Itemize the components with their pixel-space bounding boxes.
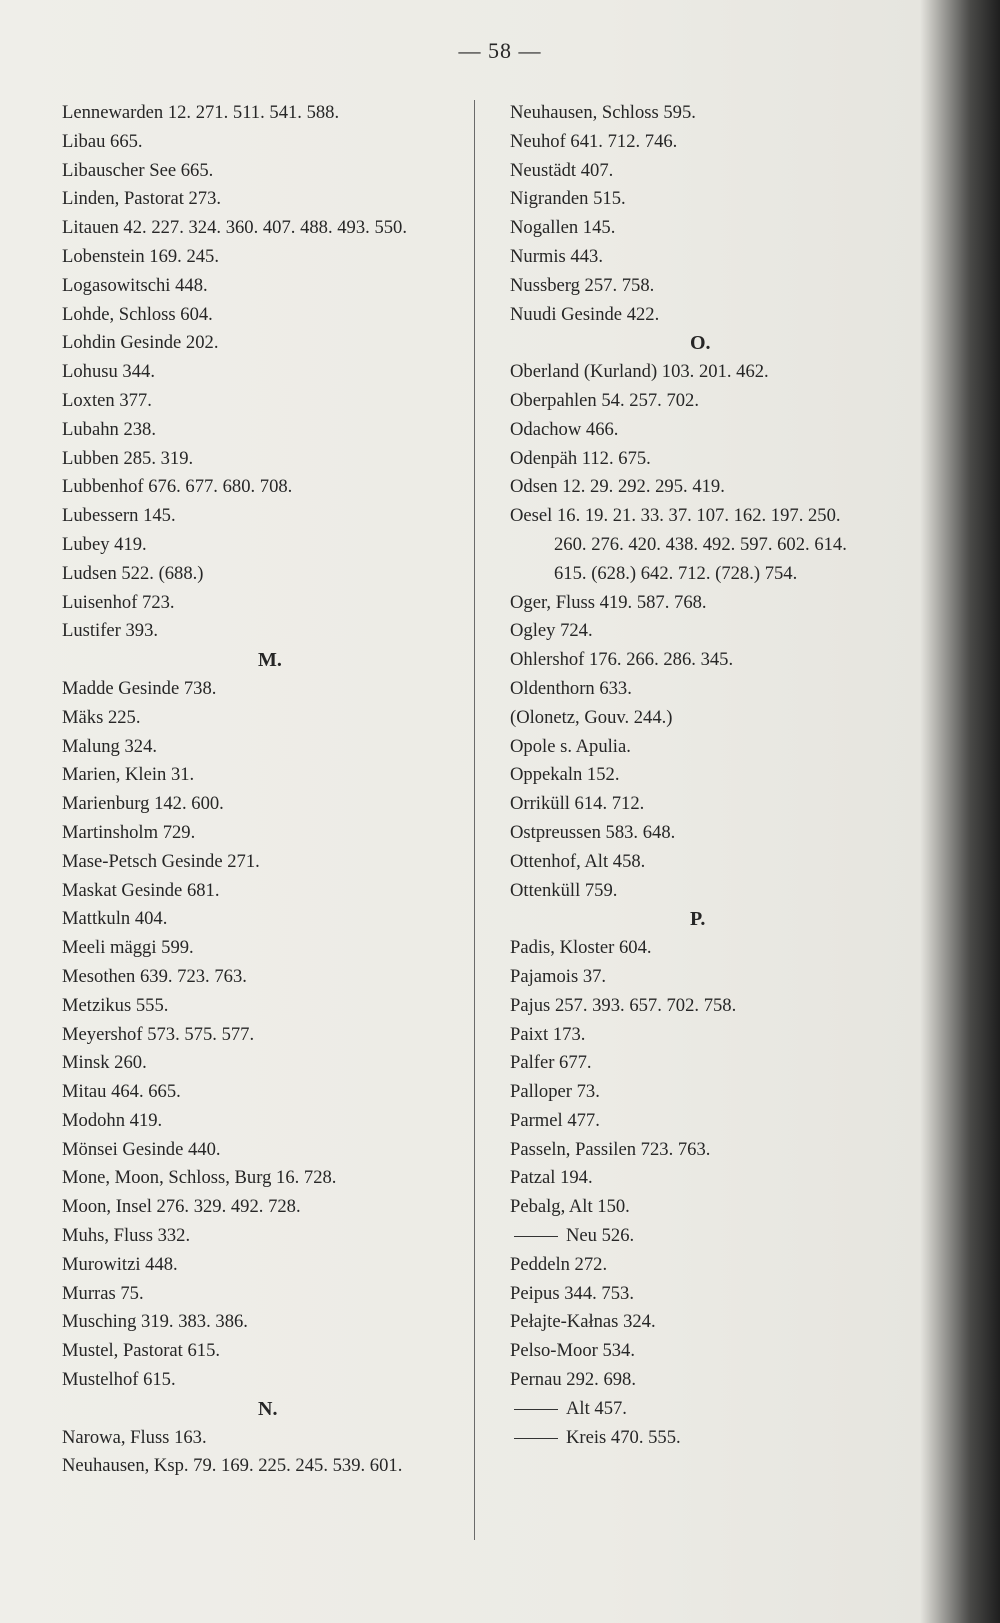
index-entry: Lubben 285. 319.	[62, 447, 194, 469]
index-entry-continuation: 260. 276. 420. 438. 492. 597. 602. 614.	[554, 533, 847, 555]
index-entry: Pernau 292. 698.	[510, 1369, 637, 1391]
index-entry: Loxten 377.	[62, 389, 152, 411]
index-entry: Pełajte-Kałnas 324.	[510, 1311, 656, 1333]
index-entry: Ottenküll 759.	[510, 879, 618, 901]
index-entry: Palfer 677.	[510, 1052, 592, 1074]
index-entry: Peddeln 272.	[510, 1253, 608, 1275]
index-entry: Mitau 464. 665.	[62, 1081, 181, 1103]
index-entry: Odachow 466.	[510, 418, 619, 440]
index-entry: Lobenstein 169. 245.	[62, 245, 219, 267]
index-entry: Libauscher See 665.	[62, 159, 214, 181]
section-letter-n: N.	[258, 1397, 278, 1420]
index-entry: Lohusu 344.	[62, 361, 155, 383]
index-entry: Minsk 260.	[62, 1052, 147, 1074]
index-entry: Patzal 194.	[510, 1167, 593, 1189]
index-entry: Madde Gesinde 738.	[62, 677, 217, 699]
index-entry: Parmel 477.	[510, 1109, 600, 1131]
index-entry: Lohdin Gesinde 202.	[62, 332, 219, 354]
index-entry: Malung 324.	[62, 735, 158, 757]
index-entry: Pajus 257. 393. 657. 702. 758.	[510, 994, 737, 1016]
index-entry: Nussberg 257. 758.	[510, 274, 655, 296]
index-entry: Mesothen 639. 723. 763.	[62, 965, 247, 987]
index-entry: Lustifer 393.	[62, 620, 159, 642]
index-entry: Metzikus 555.	[62, 994, 169, 1016]
index-entry: Opole s. Apulia.	[510, 735, 631, 757]
index-subentry	[510, 1395, 950, 1424]
index-subentry	[510, 1424, 950, 1453]
index-entry: Mone, Moon, Schloss, Burg 16. 728.	[62, 1167, 337, 1189]
index-entry: Pajamois 37.	[510, 965, 607, 987]
index-entry: Marien, Klein 31.	[62, 764, 195, 786]
index-entry: Neuhof 641. 712. 746.	[510, 130, 678, 152]
index-entry: Lennewarden 12. 271. 511. 541. 588.	[62, 102, 340, 123]
index-entry: Musching 319. 383. 386.	[62, 1311, 248, 1333]
section-letter-o: O.	[690, 332, 711, 355]
subentry-text: Kreis 470. 555.	[566, 1426, 681, 1448]
index-entry: Mäks 225.	[62, 706, 141, 728]
index-entry: Pebalg, Alt 150.	[510, 1196, 630, 1218]
index-entry: Pelso-Moor 534.	[510, 1340, 635, 1362]
left-column	[62, 99, 462, 1481]
index-entry: Lubessern 145.	[62, 505, 176, 527]
index-entry: Neuhausen, Schloss 595.	[510, 102, 696, 123]
section-letter-m: M.	[258, 649, 282, 672]
index-entry: Oldenthorn 633.	[510, 677, 632, 699]
index-entry: Ottenhof, Alt 458.	[510, 850, 646, 872]
index-entry: Odenpäh 112. 675.	[510, 447, 651, 469]
index-entry: Narowa, Fluss 163.	[62, 1426, 207, 1448]
index-entry: Nogallen 145.	[510, 217, 616, 239]
index-entry: Linden, Pastorat 273.	[62, 188, 222, 210]
index-entry: Ostpreussen 583. 648.	[510, 821, 676, 843]
index-entry: Odsen 12. 29. 292. 295. 419.	[510, 476, 725, 498]
index-entry: Nuudi Gesinde 422.	[510, 303, 660, 325]
index-entry: Oger, Fluss 419. 587. 768.	[510, 591, 707, 613]
right-column	[510, 99, 950, 1452]
index-entry: Ohlershof 176. 266. 286. 345.	[510, 649, 734, 671]
index-entry: Marienburg 142. 600.	[62, 793, 224, 815]
index-entry: Mase-Petsch Gesinde 271.	[62, 850, 260, 872]
index-entry: Paixt 173.	[510, 1023, 586, 1045]
index-entry: Logasowitschi 448.	[62, 274, 208, 296]
index-entry: Mattkuln 404.	[62, 908, 168, 930]
index-entry: Ogley 724.	[510, 620, 593, 642]
index-entry: Lohde, Schloss 604.	[62, 303, 213, 325]
index-entry: Neustädt 407.	[510, 159, 614, 181]
subentry-text: Alt 457.	[566, 1397, 627, 1419]
index-entry: Palloper 73.	[510, 1081, 600, 1103]
index-entry: Orriküll 614. 712.	[510, 793, 645, 815]
index-entry: Libau 665.	[62, 130, 143, 152]
index-entry: Oesel 16. 19. 21. 33. 37. 107. 162. 197. 250.	[510, 505, 841, 527]
index-entry: Modohn 419.	[62, 1109, 163, 1131]
section-letter-p: P.	[690, 908, 706, 931]
index-entry: Mustelhof 615.	[62, 1369, 176, 1391]
ditto-dash	[514, 1438, 558, 1439]
index-entry: (Olonetz, Gouv. 244.)	[510, 706, 673, 728]
index-entry: Padis, Kloster 604.	[510, 937, 652, 959]
index-entry: Meyershof 573. 575. 577.	[62, 1023, 255, 1045]
ditto-dash	[514, 1409, 558, 1410]
index-entry: Murras 75.	[62, 1282, 144, 1304]
index-entry: Peipus 344. 753.	[510, 1282, 634, 1304]
index-entry: Oberland (Kurland) 103. 201. 462.	[510, 361, 769, 383]
index-entry: Moon, Insel 276. 329. 492. 728.	[62, 1196, 301, 1218]
index-entry: Muhs, Fluss 332.	[62, 1225, 191, 1247]
index-entry: Oppekaln 152.	[510, 764, 620, 786]
index-entry: Mönsei Gesinde 440.	[62, 1138, 221, 1160]
index-entry: Meeli mäggi 599.	[62, 937, 194, 959]
subentry-text: Neu 526.	[566, 1225, 635, 1247]
index-entry: Maskat Gesinde 681.	[62, 879, 220, 901]
index-entry: Martinsholm 729.	[62, 821, 196, 843]
index-entry: Lubbenhof 676. 677. 680. 708.	[62, 476, 293, 498]
index-entry: Oberpahlen 54. 257. 702.	[510, 389, 699, 411]
index-entry: Lubahn 238.	[62, 418, 156, 440]
page-number: — 58 —	[458, 38, 542, 63]
index-entry: Nigranden 515.	[510, 188, 626, 210]
ditto-dash	[514, 1236, 558, 1237]
index-entry: Lubey 419.	[62, 533, 147, 555]
index-entry: Luisenhof 723.	[62, 591, 175, 613]
index-entry: Neuhausen, Ksp. 79. 169. 225. 245. 539. 601.	[62, 1455, 403, 1477]
index-entry: Murowitzi 448.	[62, 1253, 178, 1275]
index-entry: Ludsen 522. (688.)	[62, 562, 204, 584]
index-entry: Mustel, Pastorat 615.	[62, 1340, 221, 1362]
index-entry: Passeln, Passilen 723. 763.	[510, 1138, 711, 1160]
index-entry: Nurmis 443.	[510, 245, 603, 267]
index-entry-continuation: 615. (628.) 642. 712. (728.) 754.	[554, 562, 798, 584]
index-subentry	[510, 1222, 950, 1251]
column-divider	[474, 100, 475, 1540]
index-entry: Litauen 42. 227. 324. 360. 407. 488. 493. 550.	[62, 217, 407, 239]
